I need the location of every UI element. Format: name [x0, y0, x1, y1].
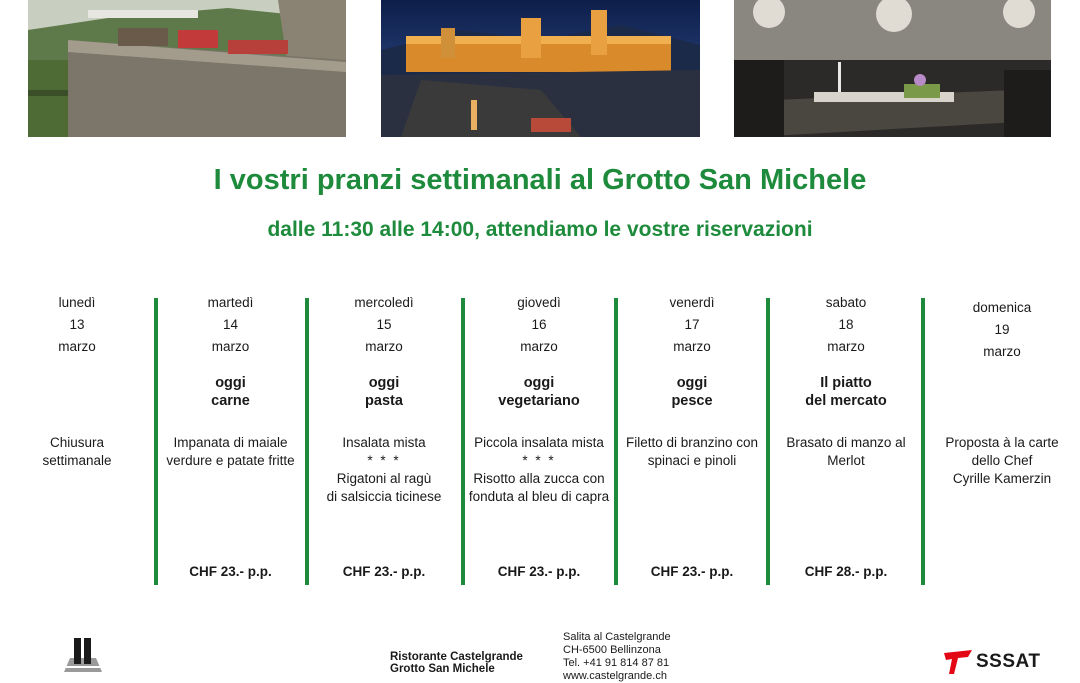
dish-line: Filetto di branzino con — [625, 435, 759, 450]
dish-line: Insalata mista — [342, 435, 426, 450]
dish-line: spinaci e pinoli — [647, 453, 737, 468]
cellar-photo — [734, 0, 1051, 137]
dish-line: settimanale — [42, 453, 112, 468]
menu-category — [618, 374, 766, 410]
dish-line: Chiusura — [49, 435, 105, 450]
dish-line: verdure e patate fritte — [166, 453, 295, 468]
weekday: martedì — [207, 295, 254, 310]
price: CHF 23.- p.p. — [342, 564, 426, 579]
day-number: 17 — [684, 317, 700, 332]
course-separator: * * * — [367, 453, 401, 468]
dish-line: Rigatoni al ragù — [336, 471, 432, 486]
price: CHF 23.- p.p. — [650, 564, 734, 579]
website-link[interactable]: www.castelgrande.ch — [563, 670, 667, 682]
dish-line: Cyrille Kamerzin — [952, 471, 1052, 486]
category-line: oggi — [523, 375, 555, 391]
category-line: vegetariano — [498, 393, 580, 409]
category-line: oggi — [215, 375, 246, 391]
dish — [309, 434, 459, 506]
menu-category — [309, 374, 459, 410]
weekday: lunedì — [58, 295, 96, 310]
weekday: venerdì — [669, 295, 715, 310]
price: CHF 28.- p.p. — [804, 564, 888, 579]
menu-category — [770, 374, 922, 410]
sssat-mark-icon — [942, 649, 974, 675]
dish — [463, 434, 615, 506]
menu-category — [158, 374, 303, 410]
day-number: 13 — [69, 317, 85, 332]
day-number: 16 — [531, 317, 547, 332]
category-line: pasta — [365, 393, 403, 409]
page-title: I vostri pranzi settimanali al Grotto San Michele — [213, 164, 867, 196]
dish-line: Merlot — [827, 453, 865, 468]
month: marzo — [58, 339, 96, 354]
dish-line: Risotto alla zucca con — [473, 471, 605, 486]
category-line: carne — [211, 393, 250, 409]
category-line: oggi — [368, 375, 400, 391]
restaurant-name: Grotto San Michele — [390, 663, 495, 675]
day-number: 14 — [222, 317, 239, 332]
sssat-wordmark: SSSAT — [976, 651, 1041, 672]
weekday: domenica — [972, 300, 1032, 315]
dish — [618, 434, 766, 470]
month: marzo — [211, 339, 250, 354]
day-number: 19 — [994, 322, 1010, 337]
restaurant-address — [563, 631, 671, 683]
address-line: Salita al Castelgrande — [563, 631, 671, 643]
restaurant-names — [390, 651, 523, 675]
dish-line: Piccola insalata mista — [474, 435, 604, 450]
price: CHF 23.- p.p. — [497, 564, 581, 579]
weekday: mercoledì — [354, 295, 414, 310]
dish-line: Proposta à la carte — [945, 435, 1059, 450]
restaurant-name: Ristorante Castelgrande — [390, 651, 523, 663]
address-line: CH-6500 Bellinzona — [563, 644, 661, 656]
price: CHF 23.- p.p. — [189, 564, 272, 579]
sssat-logo — [942, 649, 1040, 675]
phone-number: Tel. +41 91 814 87 81 — [563, 657, 670, 669]
month: marzo — [827, 339, 865, 354]
month: marzo — [673, 339, 711, 354]
dish-line: di salsiccia ticinese — [326, 489, 442, 504]
weekday: giovedì — [517, 295, 561, 310]
month: marzo — [983, 344, 1021, 359]
page-subtitle: dalle 11:30 alle 14:00, attendiamo le vostre riservazioni — [267, 218, 813, 241]
dish-line: Brasato di manzo al — [786, 435, 906, 450]
category-line: del mercato — [805, 393, 887, 409]
course-separator: * * * — [522, 453, 556, 468]
category-line: pesce — [671, 393, 713, 409]
menu-category — [463, 374, 615, 410]
dish-line: Impanata di maiale — [173, 435, 288, 450]
weekday: sabato — [825, 295, 867, 310]
castle-photo — [381, 0, 700, 137]
day-number: 15 — [376, 317, 392, 332]
month: marzo — [365, 339, 403, 354]
terrace-photo — [28, 0, 346, 137]
category-line: oggi — [676, 375, 708, 391]
dish — [927, 434, 1077, 488]
dish — [10, 434, 144, 470]
dish — [770, 434, 922, 470]
month: marzo — [520, 339, 558, 354]
category-line: Il piatto — [820, 375, 872, 391]
dish-line: fonduta al bleu di capra — [468, 489, 610, 504]
dish-line: dello Chef — [971, 453, 1033, 468]
day-number: 18 — [838, 317, 854, 332]
dish — [158, 434, 303, 470]
castle-logo-icon — [64, 634, 102, 672]
